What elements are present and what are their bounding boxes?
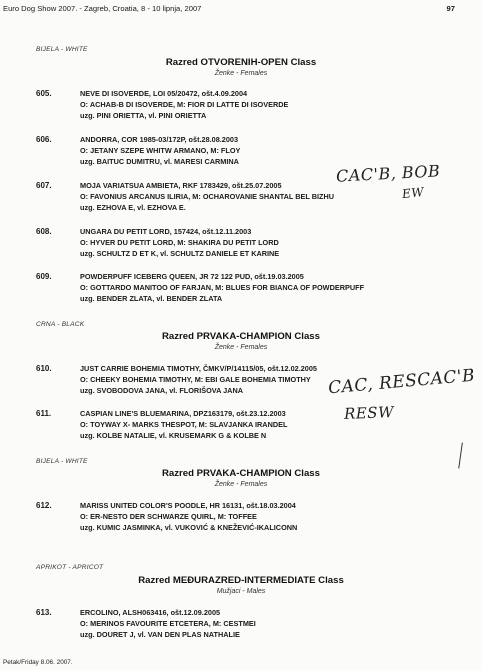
class-title: Razred OTVORENIH-OPEN Class bbox=[165, 57, 317, 68]
entry-number: 608. bbox=[36, 227, 52, 236]
class-title: Razred PRVAKA-CHAMPION Class bbox=[162, 331, 320, 342]
breeder-owner-line: uzg. SCHULTZ D ET K, vl. SCHULTZ DANIELE ET KARINE bbox=[80, 249, 280, 258]
dog-name-line: CASPIAN LINE'S BLUEMARINA, DPZ163179, ošt.23.12.2003 bbox=[80, 409, 286, 418]
class-subtitle: Ženke - Females bbox=[214, 344, 268, 351]
class-subtitle: Ženke - Females bbox=[214, 70, 268, 77]
parents-line: O: ACHAB-B DI ISOVERDE, M: FIOR DI LATTE DI ISOVERDE bbox=[80, 100, 289, 109]
color-label: CRNA - BLACK bbox=[36, 321, 85, 328]
entry-number: 611. bbox=[36, 409, 52, 418]
dog-name-line: ERCOLINO, ALSH063416, ošt.12.09.2005 bbox=[80, 608, 221, 617]
parents-line: O: MERINOS FAVOURITE ETCETERA, M: CESTMEI bbox=[80, 619, 256, 628]
parents-line: O: CHEEKY BOHEMIA TIMOTHY, M: EBI GALE BOHEMIA TIMOTHY bbox=[80, 375, 311, 384]
breeder-owner-line: uzg. PINI ORIETTA, vl. PINI ORIETTA bbox=[80, 111, 207, 120]
page-footer: Petak/Friday 8.06. 2007. bbox=[3, 659, 73, 666]
parents-line: O: ER-NESTO DER SCHWARZE QUIRL, M: TOFFEE bbox=[80, 512, 257, 521]
entry-number: 607. bbox=[36, 181, 52, 190]
dog-name-line: MARISS UNITED COLOR'S POODLE, HR 16131, ošt.18.03.2004 bbox=[80, 501, 296, 510]
parents-line: O: TOYWAY X- MARKS THESPOT, M: SLAVJANKA IRANDEL bbox=[80, 420, 288, 429]
handwritten-award-607-second: EW bbox=[401, 184, 425, 202]
class-subtitle: Mužjaci - Males bbox=[216, 588, 266, 595]
dog-name-line: POWDERPUFF ICEBERG QUEEN, JR 72 122 PUD, ošt.19.03.2005 bbox=[80, 272, 304, 281]
entry-number: 606. bbox=[36, 135, 52, 144]
entry-number: 609. bbox=[36, 272, 52, 281]
dog-name-line: JUST CARRIE BOHEMIA TIMOTHY, ČMKV/P/14115/05, ošt.12.02.2005 bbox=[80, 364, 317, 373]
entry-number: 605. bbox=[36, 89, 52, 98]
handwritten-award-611: CAC, RESCAC'B bbox=[327, 365, 476, 399]
pen-stroke bbox=[458, 443, 469, 470]
parents-line: O: JETANY SZEPE WHITW ARMANO, M: FLOY bbox=[80, 146, 241, 155]
breeder-owner-line: uzg. SVOBODOVA JANA, vl. FLORIŠOVA JANA bbox=[80, 386, 243, 395]
handwritten-award-607: CAC'B, BOB bbox=[335, 161, 441, 186]
entry-number: 610. bbox=[36, 364, 52, 373]
dog-name-line: NEVE DI ISOVERDE, LOI 05/20472, ošt.4.09.2004 bbox=[80, 89, 248, 98]
class-title: Razred MEĐURAZRED-INTERMEDIATE Class bbox=[138, 575, 344, 586]
breeder-owner-line: uzg. KOLBE NATALIE, vl. KRUSEMARK G & KOLBE N bbox=[80, 431, 267, 440]
page-number: 97 bbox=[446, 4, 455, 13]
parents-line: O: GOTTARDO MANITOO OF FARJAN, M: BLUES FOR BIANCA OF POWDERPUFF bbox=[80, 283, 365, 292]
dog-name-line: MOJA VARIATSUA AMBIETA, RKF 1783429, ošt.25.07.2005 bbox=[80, 181, 282, 190]
class-subtitle: Ženke - Females bbox=[214, 481, 268, 488]
header-text: Euro Dog Show 2007. - Zagreb, Croatia, 8 - 10 lipnja, 2007 bbox=[3, 4, 202, 13]
handwritten-award-611-second: RESW bbox=[343, 403, 395, 423]
color-label: BIJELA - WHITE bbox=[36, 458, 88, 465]
breeder-owner-line: uzg. BAITUC DUMITRU, vl. MARESI CARMINA bbox=[80, 157, 239, 166]
class-title: Razred PRVAKA-CHAMPION Class bbox=[162, 468, 320, 479]
dog-name-line: UNGARA DU PETIT LORD, 157424, ošt.12.11.2003 bbox=[80, 227, 252, 236]
breeder-owner-line: uzg. EZHOVA E, vl. EZHOVA E. bbox=[80, 203, 186, 212]
dog-name-line: ANDORRA, COR 1985-03/172P, ošt.28.08.2003 bbox=[80, 135, 239, 144]
parents-line: O: FAVONIUS ARCANUS ILIRIA, M: OCHAROVANIE SHANTAL BEL BIZHU bbox=[80, 192, 335, 201]
breeder-owner-line: uzg. DOURET J, vl. VAN DEN PLAS NATHALIE bbox=[80, 630, 240, 639]
breeder-owner-line: uzg. BENDER ZLATA, vl. BENDER ZLATA bbox=[80, 294, 223, 303]
entry-number: 613. bbox=[36, 608, 52, 617]
breeder-owner-line: uzg. KUMIC JASMINKA, vl. VUKOVIĆ & KNEŽEVIĆ-IKALICONN bbox=[80, 523, 298, 532]
page-header bbox=[3, 4, 473, 13]
entry-number: 612. bbox=[36, 501, 52, 510]
color-label: BIJELA - WHITE bbox=[36, 46, 88, 53]
color-label: APRIKOT - APRICOT bbox=[36, 564, 104, 571]
parents-line: O: HYVER DU PETIT LORD, M: SHAKIRA DU PETIT LORD bbox=[80, 238, 279, 247]
